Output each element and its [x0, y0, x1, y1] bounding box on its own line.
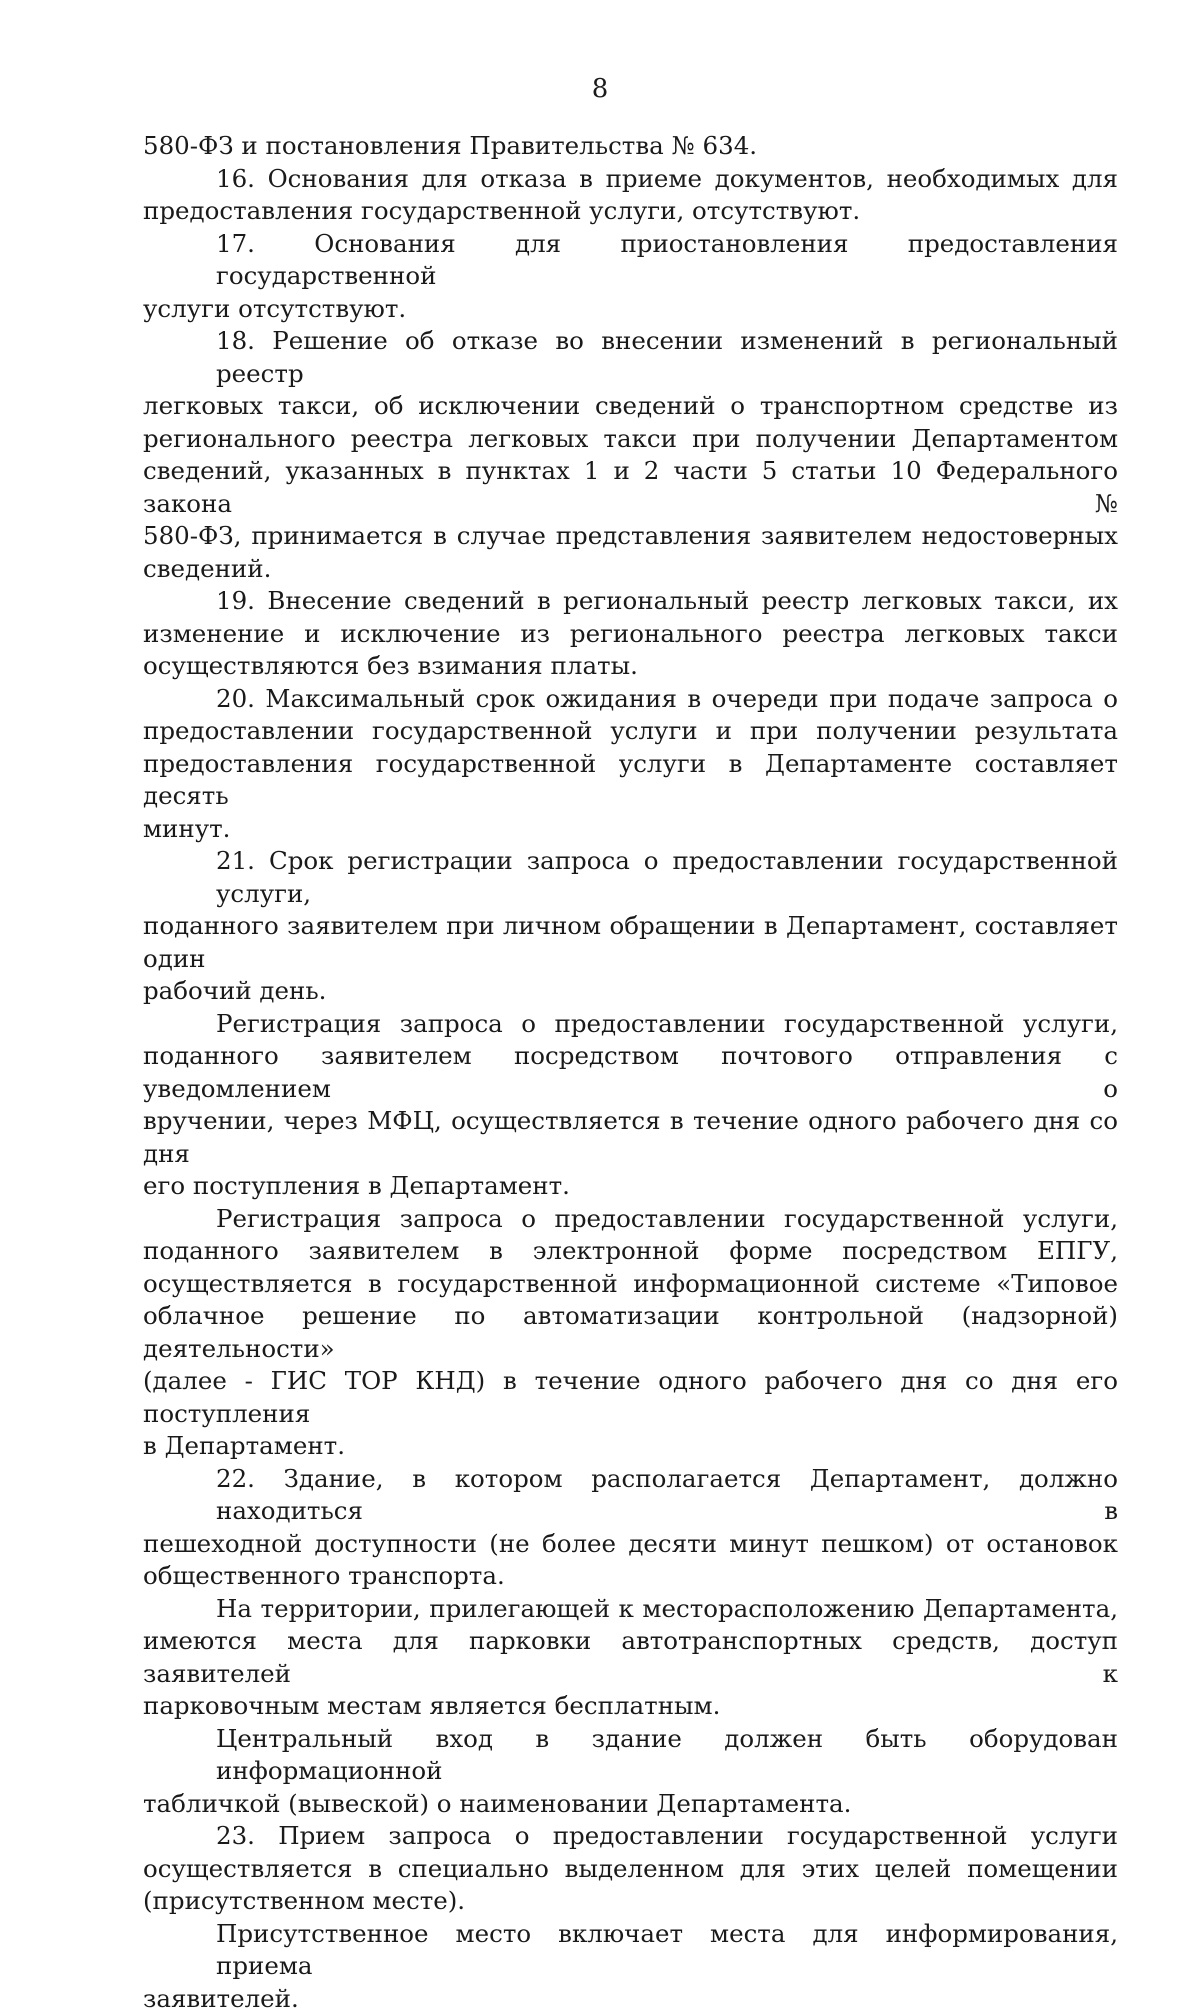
- text-line: минут.: [143, 813, 1118, 846]
- paragraph-p22c: [143, 1723, 1118, 1821]
- text-line: общественного транспорта.: [143, 1560, 1118, 1593]
- text-line: заявителей.: [143, 1983, 1118, 2015]
- text-line: 19. Внесение сведений в региональный реестр легковых такси, их: [143, 585, 1118, 618]
- paragraph-p0: [143, 130, 1118, 163]
- text-line: 21. Срок регистрации запроса о предоставлении государственной услуги,: [143, 845, 1118, 910]
- text-line: Регистрация запроса о предоставлении государственной услуги,: [143, 1008, 1118, 1041]
- text-line: (присутственном месте).: [143, 1885, 1118, 1918]
- text-line: услуги отсутствуют.: [143, 293, 1118, 326]
- paragraph-p16: [143, 163, 1118, 228]
- text-line: сведений, указанных в пунктах 1 и 2 части 5 статьи 10 Федерального закона №: [143, 455, 1118, 520]
- paragraph-p23b: [143, 1918, 1118, 2015]
- text-line: легковых такси, об исключении сведений о транспортном средстве из: [143, 390, 1118, 423]
- text-line: 580-ФЗ, принимается в случае представления заявителем недостоверных: [143, 520, 1118, 553]
- text-line: в Департамент.: [143, 1430, 1118, 1463]
- text-line: рабочий день.: [143, 975, 1118, 1008]
- text-line: Центральный вход в здание должен быть оборудован информационной: [143, 1723, 1118, 1788]
- text-line: регионального реестра легковых такси при получении Департаментом: [143, 423, 1118, 456]
- text-line: табличкой (вывеской) о наименовании Департамента.: [143, 1788, 1118, 1821]
- text-line: предоставления государственной услуги, отсутствуют.: [143, 195, 1118, 228]
- paragraph-p20: [143, 683, 1118, 846]
- text-line: поданного заявителем при личном обращении в Департамент, составляет один: [143, 910, 1118, 975]
- paragraph-p21: [143, 845, 1118, 1008]
- text-line: облачное решение по автоматизации контрольной (надзорной) деятельности»: [143, 1300, 1118, 1365]
- text-line: поданного заявителем в электронной форме посредством ЕПГУ,: [143, 1235, 1118, 1268]
- text-line: сведений.: [143, 553, 1118, 586]
- paragraph-p22b: [143, 1593, 1118, 1723]
- text-line: 18. Решение об отказе во внесении изменений в региональный реестр: [143, 325, 1118, 390]
- paragraph-p22: [143, 1463, 1118, 1593]
- text-line: Регистрация запроса о предоставлении государственной услуги,: [143, 1203, 1118, 1236]
- document-body: [143, 130, 1118, 2015]
- text-line: вручении, через МФЦ, осуществляется в течение одного рабочего дня со дня: [143, 1105, 1118, 1170]
- text-line: поданного заявителем посредством почтового отправления с уведомлением о: [143, 1040, 1118, 1105]
- paragraph-p18: [143, 325, 1118, 585]
- text-line: изменение и исключение из регионального реестра легковых такси: [143, 618, 1118, 651]
- text-line: 17. Основания для приостановления предоставления государственной: [143, 228, 1118, 293]
- paragraph-p23: [143, 1820, 1118, 1918]
- text-line: осуществляются без взимания платы.: [143, 650, 1118, 683]
- text-line: имеются места для парковки автотранспортных средств, доступ заявителей к: [143, 1625, 1118, 1690]
- text-line: 16. Основания для отказа в приеме документов, необходимых для: [143, 163, 1118, 196]
- text-line: 580-ФЗ и постановления Правительства № 634.: [143, 130, 1118, 163]
- text-line: 22. Здание, в котором располагается Департамент, должно находиться в: [143, 1463, 1118, 1528]
- text-line: На территории, прилегающей к месторасположению Департамента,: [143, 1593, 1118, 1626]
- paragraph-p19: [143, 585, 1118, 683]
- text-line: Присутственное место включает места для информирования, приема: [143, 1918, 1118, 1983]
- text-line: 23. Прием запроса о предоставлении государственной услуги: [143, 1820, 1118, 1853]
- text-line: (далее - ГИС ТОР КНД) в течение одного рабочего дня со дня его поступления: [143, 1365, 1118, 1430]
- text-line: пешеходной доступности (не более десяти минут пешком) от остановок: [143, 1528, 1118, 1561]
- paragraph-p21c: [143, 1203, 1118, 1463]
- paragraph-p17: [143, 228, 1118, 326]
- page-number: 8: [0, 74, 1200, 104]
- text-line: предоставления государственной услуги в Департаменте составляет десять: [143, 748, 1118, 813]
- text-line: его поступления в Департамент.: [143, 1170, 1118, 1203]
- paragraph-p21b: [143, 1008, 1118, 1203]
- text-line: осуществляется в специально выделенном для этих целей помещении: [143, 1853, 1118, 1886]
- text-line: 20. Максимальный срок ожидания в очереди при подаче запроса о: [143, 683, 1118, 716]
- text-line: осуществляется в государственной информационной системе «Типовое: [143, 1268, 1118, 1301]
- text-line: парковочным местам является бесплатным.: [143, 1690, 1118, 1723]
- text-line: предоставлении государственной услуги и при получении результата: [143, 715, 1118, 748]
